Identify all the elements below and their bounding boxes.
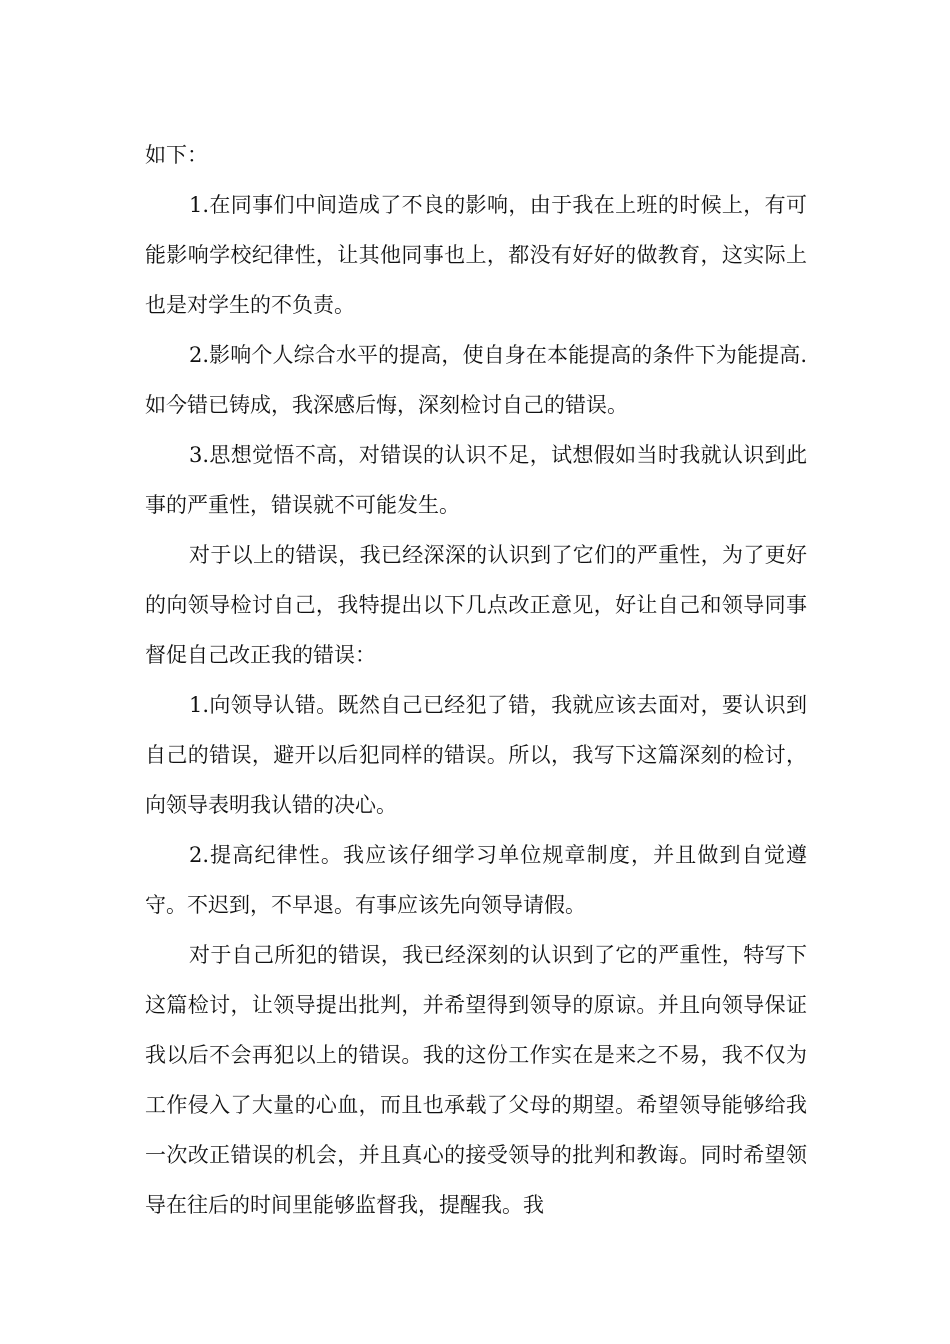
paragraph-intro: 如下： [145,143,208,167]
paragraph-impact-1: 1.在同事们中间造成了不良的影响，由于我在上班的时候上，有可能影响学校纪律性，让其他同事也上，都没有好好的做教育，这实际上也是对学生的不负责。 [145,193,807,317]
paragraph-impact-2: 2.影响个人综合水平的提高，使自身在本能提高的条件下为能提高.如今错已铸成，我深感后悔，深刻检讨自己的错误。 [145,343,807,417]
paragraph-impact-3: 3.思想觉悟不高，对错误的认识不足，试想假如当时我就认识到此事的严重性，错误就不可能发生。 [145,443,807,517]
paragraph-remedy-2: 2.提高纪律性。我应该仔细学习单位规章制度，并且做到自觉遵守。不迟到，不早退。有事应该先向领导请假。 [145,843,807,917]
document-body [145,130,807,1230]
paragraph-transition: 对于以上的错误，我已经深深的认识到了它们的严重性，为了更好的向领导检讨自己，我特提出以下几点改正意见，好让自己和领导同事督促自己改正我的错误： [145,543,807,667]
paragraph-conclusion: 对于自己所犯的错误，我已经深刻的认识到了它的严重性，特写下这篇检讨，让领导提出批判，并希望得到领导的原谅。并且向领导保证我以后不会再犯以上的错误。我的这份工作实在是来之不易，我不仅为工作侵入了大量的心血，而且也承载了父母的期望。希望领导能够给我一次改正错误的机会，并且真心的接受领导的批判和教诲。同时希望领导在往后的时间里能够监督我，提醒我。我 [145,943,807,1217]
paragraph-remedy-1: 1.向领导认错。既然自己已经犯了错，我就应该去面对，要认识到自己的错误，避开以后犯同样的错误。所以，我写下这篇深刻的检讨，向领导表明我认错的决心。 [145,693,807,817]
